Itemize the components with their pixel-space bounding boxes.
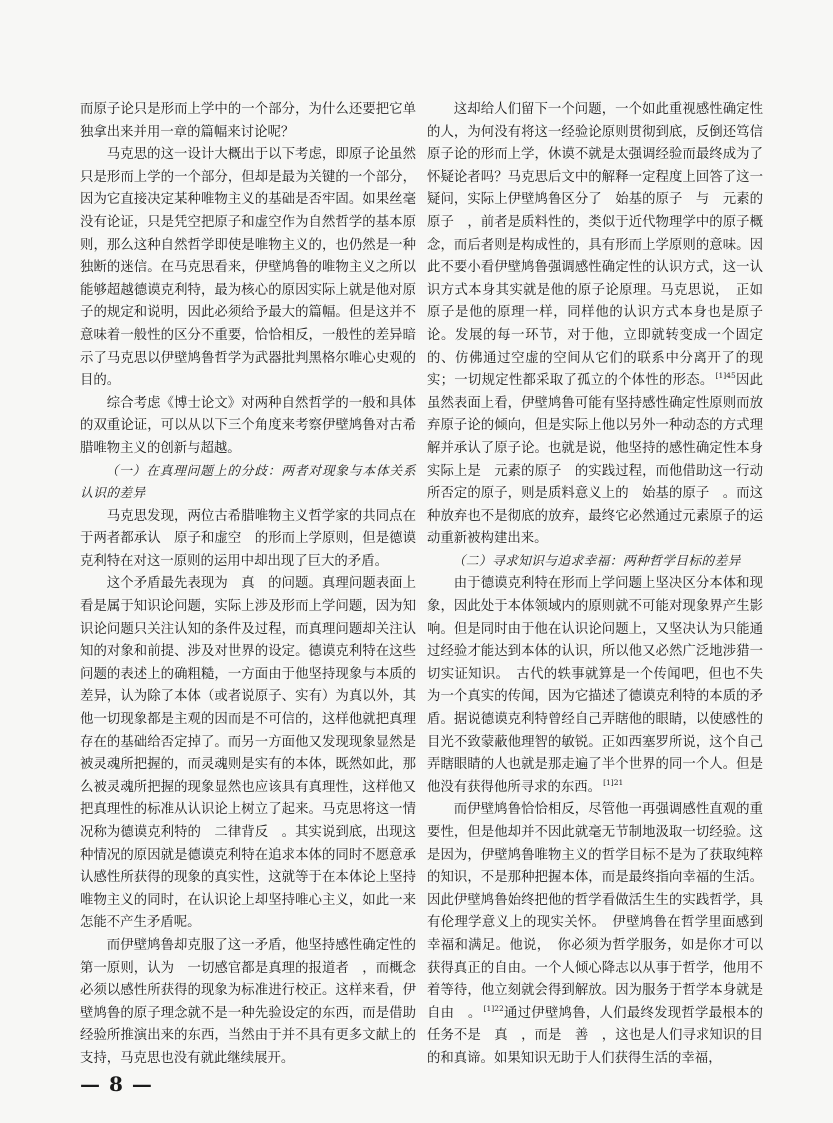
- citation-ref: [1]22: [483, 1003, 504, 1013]
- section-heading: （二）寻求知识与追求幸福：两种哲学目标的差异: [452, 553, 741, 569]
- paragraph: [427, 799, 763, 1070]
- paragraph-text: 通过伊壁鸠鲁，人们最终发现哲学最根本的任务不是 真 ，而是 善 ，这也是人们寻求知识的目的和真谛。如果知识无助于人们获得生活的幸福，: [427, 1005, 764, 1066]
- right-column: [427, 99, 763, 1071]
- paragraph: [427, 573, 763, 799]
- paragraph: 综合考虑《博士论文》对两种自然哲学的一般和具体的双重论证，可以从以下三个角度来考察伊壁鸠鲁对古希腊唯物主义的创新与超越。: [80, 395, 416, 456]
- paragraph: 而伊壁鸠鲁却克服了这一矛盾，他坚持感性确定性的第一原则，认为 一切感官都是真理的报道者 ，而概念必须以感性所获得的现象为标准进行校正。这样来看，伊壁鸠鲁的原子理念就不是一种先验设定的东西，而是借助经验所推演出来的东西，当然由于并不具有更多文献上的支持，马克思也没有就此继续展开。: [80, 937, 416, 1066]
- paragraph: 马克思发现，两位古希腊唯物主义哲学家的共同点在于两者都承认 原子和虚空 的形而上学原则，但是德谟克利特在对这一原则的运用中却出现了巨大的矛盾。: [80, 508, 416, 569]
- paragraph-text: 因此虽然表面上看，伊壁鸠鲁可能有坚持感性确定性原则而放弃原子论的倾向，但是实际上他以另外一种动态的方式理解并承认了原子论。也就是说，他坚持的感性确定性本身实际上是 元素的原子 的实践过程，而他借助这一行动所否定的原子，则是质料意义上的 始基的原子 。而这种放弃也不是彻底的放弃，最终它必然通过元素原子的运动重新被构建出来。: [427, 373, 764, 547]
- page-number: — 8 —: [80, 1072, 153, 1096]
- paragraph-text: 而伊壁鸠鲁恰恰相反，尽管他一再强调感性直观的重要性，但是他却并不因此就毫无节制地汲取一切经验。这是因为，伊壁鸠鲁唯物主义的哲学目标不是为了获取纯粹的知识，不是那种把握本体，而是最终指向幸福的生活。因此伊壁鸠鲁始终把他的哲学看做活生生的实践哲学，具有伦理学意义上的现实关怀。 伊壁鸠鲁在哲学里面感到幸福和满足。他说， 你必须为哲学服务，如是你才可以获得真正的自由。一个人倾心降志以从事于哲学，他用不着等待，他立刻就会得到解放。因为服务于哲学本身就是自由 。: [427, 802, 763, 1021]
- left-column: [80, 99, 416, 1071]
- citation-ref: [1]21: [603, 777, 624, 787]
- paragraph: 马克思的这一设计大概出于以下考虑，即原子论虽然只是形而上学的一个部分，但却是最为关键的一个部分，因为它直接决定某种唯物主义的基础是否牢固。如果丝毫没有论证，只是凭空把原子和虚空作为自然哲学的基本原则，那么这种自然哲学即使是唯物主义的，也仍然是一种独断的迷信。在马克思看来，伊壁鸠鲁的唯物主义之所以能够超越德谟克利特，最为核心的原因实际上就是他对原子的规定和说明，因此必须给予最大的篇幅。但是这并不意味着一般性的区分不重要，恰恰相反，一般性的差异暗示了马克思以伊壁鸠鲁哲学为武器批判黑格尔唯心史观的目的。: [80, 147, 416, 389]
- section-heading: （一）在真理问题上的分歧：两者对现象与本体关系认识的差异: [80, 463, 416, 502]
- paragraph: [427, 99, 763, 551]
- citation-ref: [1]45: [715, 371, 736, 381]
- paragraph: 而原子论只是形而上学中的一个部分，为什么还要把它单独拿出来并用一章的篇幅来讨论呢？: [80, 102, 416, 140]
- paragraph-text: 这却给人们留下一个问题，一个如此重视感性确定性的人，为何没有将这一经验论原则贯彻到底，反倒还笃信原子论的形而上学，休谟不就是太强调经验而最终成为了怀疑论者吗？马克思后文中的解释一定程度上回答了这一疑问，实际上伊壁鸠鲁区分了 始基的原子 与 元素的原子 ，前者是质料性的，类似于近代物理学中的原子概念，而后者则是构成性的，具有形而上学原则的意味。因此不要小看伊壁鸠鲁强调感性确定性的认识方式，这一认识方式本身其实就是他的原子论原理。马克思说， 正如原子是他的原理一样，同样他的认识方式本身也是原子论。发展的每一环节，对于他，立即就转变成一个固定的、仿佛通过空虚的空间从它们的联系中分离开了的现实；一切规定性都采取了孤立的个体性的形态。: [427, 102, 763, 389]
- paragraph-text: 由于德谟克利特在形而上学问题上坚决区分本体和现象，因此处于本体领域内的原则就不可能对现象界产生影响。但是同时由于他在认识论问题上，又坚决认为只能通过经验才能达到本体的认识，所以他又必然广泛地涉猎一切实证知识。 古代的轶事就算是一个传闻吧，但也不失为一个真实的传闻，因为它描述了德谟克利特的本质的矛盾。据说德谟克利特曾经自己弄瞎他的眼睛，以使感性的目光不致蒙蔽他理智的敏锐。正如西塞罗所说，这个自己弄瞎眼睛的人也就是那走遍了半个世界的同一个人。但是他没有获得他所寻求的东西。: [427, 576, 763, 795]
- paragraph: 这个矛盾最先表现为 真 的问题。真理问题表面上看是属于知识论问题，实际上涉及形而上学问题，因为知识论问题只关注认知的条件及过程，而真理问题却关注认知的对象和前提、涉及对世界的设定。德谟克利特在这些问题的表述上的确粗糙，一方面由于他坚持现象与本质的差异，认为除了本体（或者说原子、实有）为真以外，其他一切现象都是主观的因而是不可信的，这样他就把真理存在的基础给否定掉了。而另一方面他又发现现象显然是被灵魂所把握的，而灵魂则是实有的本体，既然如此，那么被灵魂所把握的现象显然也应该具有真理性，这样他又把真理性的标准从认识论上树立了起来。马克思将这一情况称为德谟克利特的 二律背反 。其实说到底，出现这种情况的原因就是德谟克利特在追求本体的同时不愿意承认感性所获得的现象的真实性，这就等于在本体论上坚持唯物主义的同时，在认识论上却坚持唯心主义，如此一来怎能不产生矛盾呢。: [80, 576, 416, 931]
